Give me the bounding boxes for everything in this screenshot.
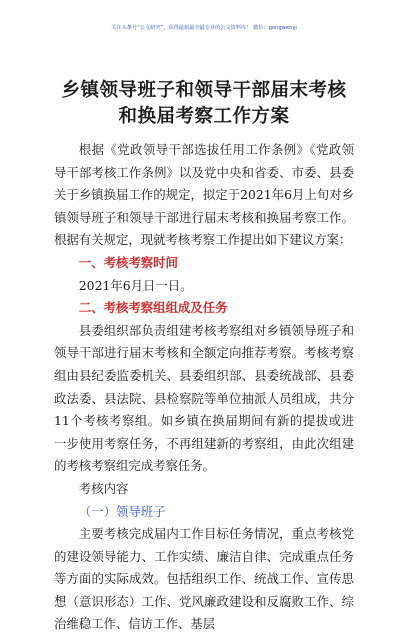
- intro-paragraph: 根据《党政领导干部选拔任用工作条例》《党政领导干部考核工作条例》以及党中央和省委、市委、县委关于乡镇换届工作的规定，拟定于2021年6月上旬对乡镇领导班子和领导干部进行届末考核和换届考察工作。根据有关规定，现就考核考察工作提出如下建议方案：: [54, 142, 354, 248]
- subsection-1-heading-text: （一）领导班子: [78, 503, 166, 519]
- section-1-heading: 一、考核考察时间: [78, 254, 178, 270]
- subsection-1-heading: [54, 501, 354, 524]
- content-label: 考核内容: [78, 480, 129, 496]
- section-2-heading: 二、考核考察组组成及任务: [78, 300, 228, 316]
- document-title: 乡镇领导班子和领导干部届末考核和换届考察工作方案: [61, 80, 347, 127]
- top-banner: 关注头条号“公文研究”，获得最新最全最专业的公文资料库！ 微信：gongwenyj: [111, 25, 297, 31]
- document-body: [54, 78, 354, 636]
- section-2-body: 县委组织部负责组建考核考察组对乡镇领导班子和领导干部进行届末考核和全额定向推荐考察。考核考察组由县纪委监委机关、县委组织部、县委统战部、县委政法委、县法院、县检察院等单位抽派人员组成，共分11个考核考察组。如乡镇在换届期间有新的提拔或进一步使用考察任务，不再组建新的考察组，由此次组建的考核考察组完成考察任务。: [54, 322, 354, 474]
- subsection-1-body: 主要考核完成届内工作目标任务情况，重点考核党的建设领导能力、工作实绩、廉洁自律、完成重点任务等方面的实际成效。包括组织工作、统战工作、宣传思想（意识形态）工作、党风廉政建设和反腐败工作、综治维稳工作、信访工作、基层: [54, 526, 354, 632]
- section-1-body: 2021年6月日一日。: [78, 277, 193, 293]
